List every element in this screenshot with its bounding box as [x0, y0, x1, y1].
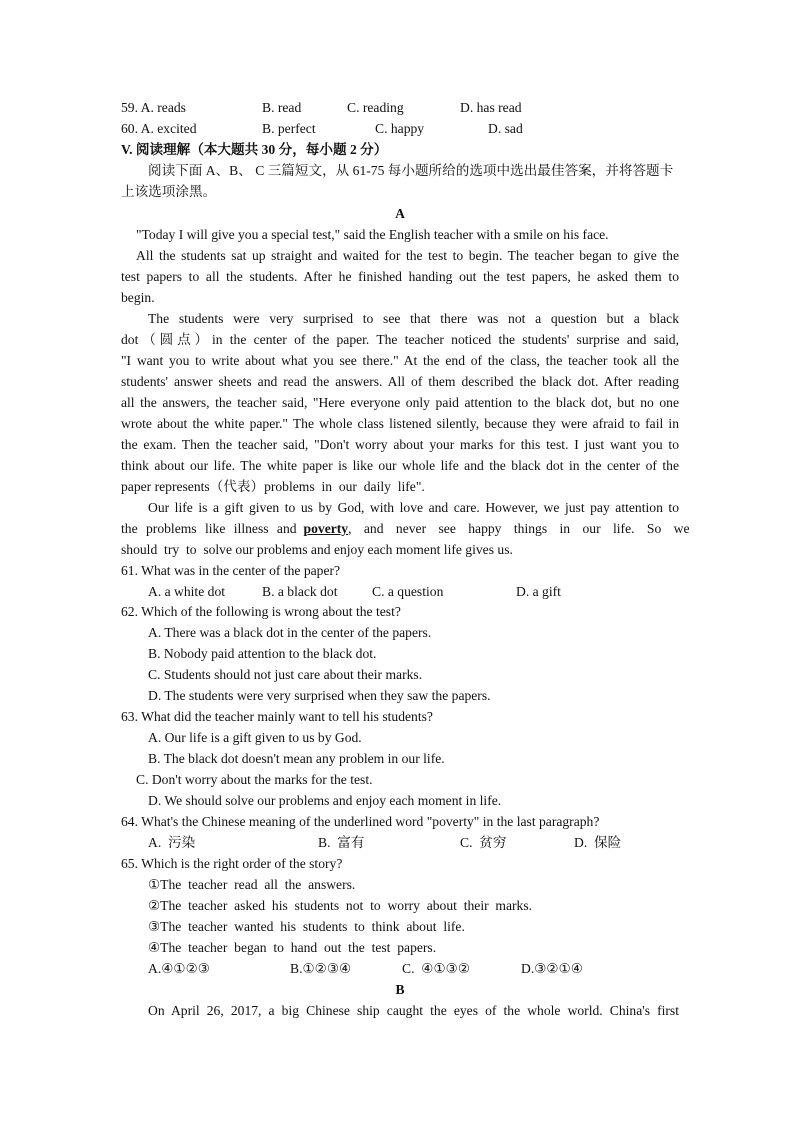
q59-option-a: 59. A. reads: [121, 100, 186, 115]
q61-option-b: B. a black dot: [262, 584, 338, 599]
q63-option-b: B. The black dot doesn't mean any problem in our life.: [148, 751, 445, 766]
q65-option-d: D.③②①④: [521, 961, 583, 976]
passage-a-line: dot（圆点）in the center of the paper. The teacher noticed the students' surprise and said,: [121, 332, 679, 347]
q61-option-d: D. a gift: [516, 584, 561, 599]
q65-stem: 65. Which is the right order of the story?: [121, 856, 343, 871]
passage-a-heading: A: [395, 206, 405, 221]
q65-item-2: ②The teacher asked his students not to worry about their marks.: [148, 898, 533, 913]
passage-a-line: Our life is a gift given to us by God, with love and care. However, we just pay attention to: [148, 500, 679, 515]
q63-option-a: A. Our life is a gift given to us by God.: [148, 730, 362, 745]
passage-b-line: On April 26, 2017, a big Chinese ship caught the eyes of the whole world. China's first: [148, 1003, 679, 1018]
q60-option-a: 60. A. excited: [121, 121, 197, 136]
q65-item-4: ④The teacher began to hand out the test papers.: [148, 940, 437, 955]
passage-a-text: , and never see happy things in our life. So we: [348, 521, 690, 536]
passage-a-line: should try to solve our problems and enjoy each moment life gives us.: [121, 542, 513, 557]
q64-stem: 64. What's the Chinese meaning of the underlined word "poverty" in the last paragraph?: [121, 814, 600, 829]
q63-stem: 63. What did the teacher mainly want to tell his students?: [121, 709, 433, 724]
q59-option-c: C. reading: [347, 100, 404, 115]
q65-item-1: ①The teacher read all the answers.: [148, 877, 356, 892]
passage-a-line: "I want you to write about what you see there." At the end of the class, the teacher took all the: [121, 353, 679, 368]
passage-a-line: [121, 520, 690, 538]
q60-option-d: D. sad: [488, 121, 523, 136]
q62-stem: 62. Which of the following is wrong about the test?: [121, 604, 401, 619]
q63-option-d: D. We should solve our problems and enjoy each moment in life.: [148, 793, 502, 808]
q64-option-b: B. 富有: [318, 835, 365, 850]
q65-option-c: C. ④①③②: [402, 961, 471, 976]
q61-option-a: A. a white dot: [148, 584, 226, 599]
passage-a-line: think about our life. The white paper is like our whole life and the black dot in the center of the: [121, 458, 679, 473]
q61-stem: 61. What was in the center of the paper?: [121, 563, 341, 578]
q64-option-d: D. 保险: [574, 835, 622, 850]
section-instruction-line1: 阅读下面 A、B、 C 三篇短文，从 61-75 每小题所给的选项中选出最佳答案，并将答题卡: [148, 163, 674, 178]
q60-option-b: B. perfect: [262, 121, 316, 136]
q60-option-c: C. happy: [375, 121, 425, 136]
q64-option-a: A. 污染: [148, 835, 196, 850]
q62-option-c: C. Students should not just care about their marks.: [148, 667, 423, 682]
q62-option-a: A. There was a black dot in the center of the papers.: [148, 625, 432, 640]
q64-option-c: C. 贫穷: [460, 835, 507, 850]
q59-option-d: D. has read: [460, 100, 522, 115]
passage-a-line: All the students sat up straight and waited for the test to begin. The teacher began to give the: [136, 248, 679, 263]
passage-a-line: "Today I will give you a special test," said the English teacher with a smile on his face.: [136, 227, 609, 242]
passage-a-text: the problems like illness and: [121, 521, 297, 536]
passage-a-line: wrote about the white paper." The whole class listened silently, because they were afraid to fail in: [121, 416, 679, 431]
underlined-word-poverty: poverty: [303, 521, 349, 536]
passage-a-line: all the answers, the teacher said, "Here everyone only paid attention to the black dot, but no one: [121, 395, 679, 410]
q63-option-c: C. Don't worry about the marks for the test.: [136, 772, 373, 787]
passage-a-line: begin.: [121, 290, 155, 305]
q61-option-c: C. a question: [372, 584, 444, 599]
passage-a-line: paper represents（代表）problems in our daily life".: [121, 479, 425, 494]
passage-a-line: The students were very surprised to see that there was not a question but a black: [148, 311, 679, 326]
q65-option-b: B.①②③④: [290, 961, 352, 976]
passage-b-heading: B: [395, 982, 405, 997]
section-title: V. 阅读理解（本大题共 30 分，每小题 2 分）: [121, 142, 388, 157]
q59-option-b: B. read: [262, 100, 302, 115]
q62-option-d: D. The students were very surprised when they saw the papers.: [148, 688, 491, 703]
q65-item-3: ③The teacher wanted his students to think about life.: [148, 919, 465, 934]
q62-option-b: B. Nobody paid attention to the black dot.: [148, 646, 377, 661]
passage-a-line: students' answer sheets and read the answers. All of them described the black dot. After reading: [121, 374, 679, 389]
passage-a-line: the exam. Then the teacher said, "Don't worry about your marks for this test. I just want you to: [121, 437, 679, 452]
passage-a-line: test papers to all the students. After he finished handing out the test papers, he asked them to: [121, 269, 679, 284]
section-instruction-line2: 上该选项涂黑。: [121, 184, 217, 199]
q65-option-a: A.④①②③: [148, 961, 210, 976]
